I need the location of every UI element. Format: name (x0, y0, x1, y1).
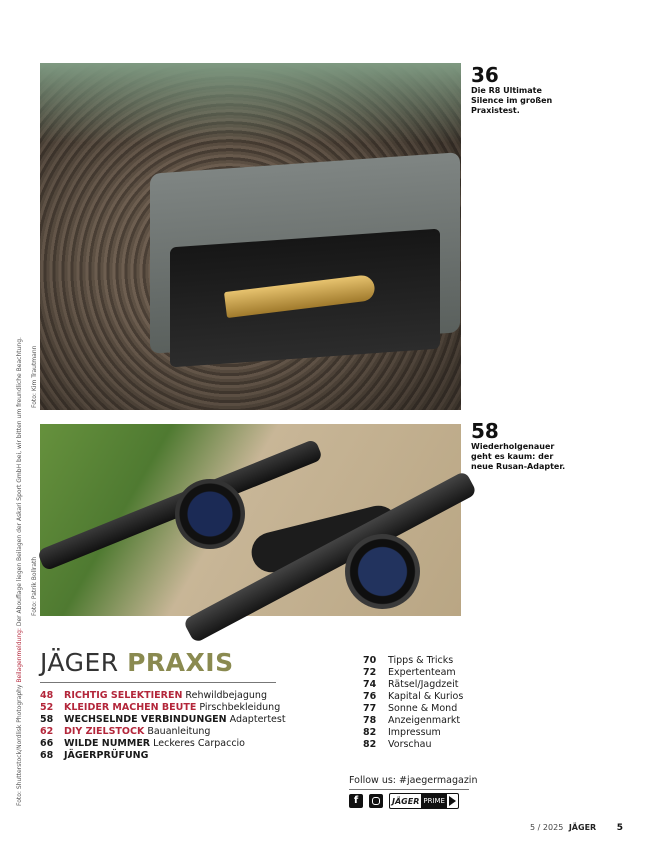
toc-label: Vorschau (388, 739, 432, 750)
toc-item[interactable] (40, 714, 330, 726)
toc-side-item[interactable] (363, 739, 503, 751)
toc-page: 66 (40, 738, 54, 749)
teaser-text-line: Wiederholgenauer (471, 442, 555, 451)
photo-background (40, 63, 461, 143)
toc-item[interactable] (40, 702, 330, 714)
toc-subtitle: Leckeres Carpaccio (153, 738, 245, 749)
photo1-credit: Foto: Kim Trautmann (31, 345, 38, 408)
credit-rest: Der Abouflage liegen Beilagen der Askari Sport GmbH bei, wir bitten um freundliche Beachtung. (16, 337, 23, 629)
jaeger-prime-icon[interactable] (389, 793, 459, 809)
toc-item[interactable] (40, 750, 330, 762)
toc-item[interactable] (40, 726, 330, 738)
toc-page: 74 (363, 679, 377, 690)
section-name: PRAXIS (127, 648, 234, 677)
toc-subtitle: Adaptertest (229, 714, 286, 725)
teaser-text-line: Die R8 Ultimate (471, 86, 542, 95)
toc-page: 77 (363, 703, 377, 714)
teaser-text-line: neue Rusan-Adapter. (471, 462, 566, 471)
teaser-text-line: Praxistest. (471, 106, 520, 115)
toc-page: 58 (40, 714, 54, 725)
toc-side-item[interactable] (363, 667, 503, 679)
toc-side-item[interactable] (363, 727, 503, 739)
page-number: 5 (616, 823, 623, 833)
rifles-photo (40, 424, 461, 616)
toc-label: Kapital & Kurios (388, 691, 464, 702)
footer-brand: JÄGER (568, 823, 597, 832)
page-footer (530, 823, 623, 833)
toc-label: Tipps & Tricks (388, 655, 454, 666)
toc-label: Anzeigenmarkt (388, 715, 461, 726)
section-title (40, 648, 234, 678)
toc-side (363, 655, 503, 751)
toc-side-item[interactable] (363, 679, 503, 691)
toc-main (40, 690, 330, 762)
toc-item[interactable] (40, 738, 330, 750)
toc-item[interactable] (40, 690, 330, 702)
teaser-text-line: geht es kaum: der (471, 452, 554, 461)
toc-page: 78 (363, 715, 377, 726)
toc-side-item[interactable] (363, 655, 503, 667)
toc-page: 52 (40, 702, 54, 713)
teaser-page: 36 (471, 63, 499, 87)
toc-label: Sonne & Mond (388, 703, 458, 714)
toc-heading: WILDE NUMMER (64, 738, 151, 749)
play-icon (449, 796, 456, 806)
toc-page: 82 (363, 727, 377, 738)
photo2-credit: Foto: Patrik Bollrath (31, 556, 38, 616)
toc-subtitle: Pirschbekleidung (199, 702, 281, 713)
toc-page: 76 (363, 691, 377, 702)
teaser-text-line: Silence im großen (471, 96, 553, 105)
toc-subtitle: Rehwildbejagung (185, 690, 267, 701)
follow-us-text: Follow us: #jaegermagazin (349, 775, 478, 786)
toc-page: 62 (40, 726, 54, 737)
toc-page: 82 (363, 739, 377, 750)
toc-page: 70 (363, 655, 377, 666)
instagram-icon[interactable] (369, 794, 383, 808)
scope-lens (175, 479, 245, 549)
magazine-photo (40, 63, 461, 410)
issue-number: 5 / 2025 (530, 823, 564, 832)
toc-side-item[interactable] (363, 715, 503, 727)
facebook-icon[interactable]: f (349, 794, 363, 808)
toc-page: 48 (40, 690, 54, 701)
teaser-36[interactable] (471, 64, 601, 116)
prime-brand: JÄGER (392, 796, 420, 806)
toc-label: Expertenteam (388, 667, 456, 678)
toc-heading: KLEIDER MACHEN BEUTE (64, 702, 197, 713)
teaser-58[interactable] (471, 420, 601, 472)
toc-page: 68 (40, 750, 54, 761)
credit-text: Foto: Shutterstock/Nordlisk Photography (16, 682, 23, 806)
social-icons (349, 794, 459, 808)
toc-subtitle: Bauanleitung (147, 726, 211, 737)
toc-page: 72 (363, 667, 377, 678)
toc-label: Impressum (388, 727, 441, 738)
follow-divider (349, 789, 469, 790)
toc-side-item[interactable] (363, 703, 503, 715)
toc-side-item[interactable] (363, 691, 503, 703)
section-brand: JÄGER (40, 648, 119, 677)
credit-highlight: Beilagenmeldung: (16, 628, 23, 683)
prime-label: PRIME (421, 794, 447, 808)
toc-label: Rätsel/Jagdzeit (388, 679, 459, 690)
scope-lens (345, 534, 420, 609)
toc-heading: DIY ZIELSTOCK (64, 726, 145, 737)
page-credit (16, 337, 23, 806)
toc-heading: JÄGERPRÜFUNG (64, 750, 149, 761)
section-divider (40, 682, 276, 683)
toc-heading: RICHTIG SELEKTIEREN (64, 690, 183, 701)
toc-heading: WECHSELNDE VERBINDUNGEN (64, 714, 227, 725)
teaser-page: 58 (471, 419, 499, 443)
